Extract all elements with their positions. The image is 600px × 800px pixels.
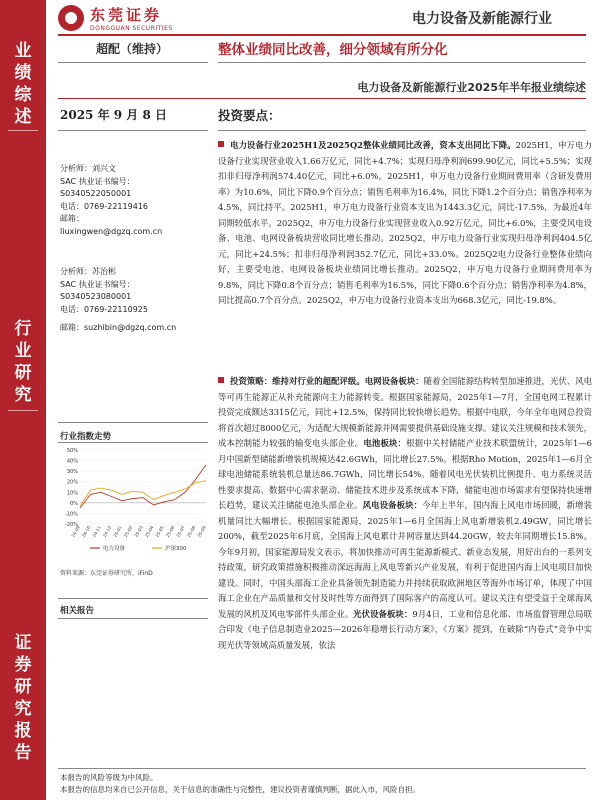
sidebar-char: 报 xyxy=(14,721,32,741)
brand-logo xyxy=(58,2,208,34)
x-tick-label: 25-01 xyxy=(112,525,123,539)
sidebar-char: 综 xyxy=(14,85,32,105)
sidebar-char: 业 xyxy=(14,341,32,361)
sidebar-char: 行 xyxy=(14,319,32,339)
sidebar-char: 究 xyxy=(14,385,32,405)
report-title: 整体业绩同比改善，细分领域有所分化 xyxy=(218,42,448,58)
series-line-2 xyxy=(80,481,206,506)
sidebar-char: 述 xyxy=(14,107,32,127)
bullet-text: 9月4日，工业和信息化部、市场监督管理总局联合印发《电子信息制造业2025—2026年稳增长行动方案》，《方案》提到，在破除“内卷式”竞争中实现光伏等领域高质量发展，依法 xyxy=(218,608,593,650)
divider xyxy=(58,130,208,131)
sidebar-char: 证 xyxy=(14,633,32,653)
footer xyxy=(60,772,420,796)
analyst-card xyxy=(60,266,210,335)
bullet-text: 根据中关村储能产业技术联盟统计，2025年1—6月中国新型储能新增装机规模达42.6GWh，同比增长27.5%。根据Rho Motion，2025年1—6月全球电池储能系统装机总量达86.7GWh，同比增长54%。随着风电光伏装机比例提升、电力系统灵活性要求提高、数据中心需求驱动、储能技术进步及系统成本下降，储能电池市场需求有望保持快速增长趋势，建议关注储能电池头部企业。 xyxy=(218,438,593,510)
divider xyxy=(218,62,586,63)
x-tick-label: 25-07 xyxy=(175,525,186,539)
analyst-name: 分析师：苏治彬 xyxy=(60,267,116,276)
analyst-phone: 电话：0769-22110925 xyxy=(60,304,148,314)
sidebar-char: 业 xyxy=(14,41,32,61)
divider xyxy=(58,768,586,769)
report-subtitle: 电力设备及新能源行业2025年半年报业绩综述 xyxy=(357,81,586,94)
analyst-cert: S0340523080001 xyxy=(60,292,132,302)
analyst-cert: S0340522050001 xyxy=(60,189,132,199)
y-tick-label: -10% xyxy=(65,511,78,518)
bullet-text: 2025H1，申万电力设备行业实现营业收入1.66万亿元，同比+4.7%；实现归母净利润699.90亿元，同比+5.5%；实现扣非归母净利润574.40亿元，同比+6.0%。2025H1，申万电力设备行业期间费用率（含研发费用率）为10.6%，同比下降0.9个百分点；销售毛利率为16.4%，同比下降1.2个百分点；销售净利率为4.5%，同比持平。2025H1，申万电力设备行业资本支出为1443.3亿元，同比-17.5%，为最近4年同期较低水平。2025Q2，申万电力设备行业实现营业收入0.92万亿元，同比+6.0%，主要受风电设备、电池、电网设备板块营收同比增长推动。2025Q2，申万电力设备行业实现归母净利润404.5亿元，同比+24.5%；扣非归母净利润352.7亿元，同比+33.0%。2025Q2电力设备行业整体业绩向好，主要受电池、电网设备板块业绩同比增长推动。2025Q2，申万电力设备行业期间费用率为9.8%，同比下降0.8个百分点；销售毛利率为16.5%，同比下降0.6个百分点；销售净利率为4.8%，同比提高0.7个百分点。2025Q2，申万电力设备行业资本支出为668.3亿元，同比-19.8%。 xyxy=(218,140,592,305)
x-tick-label: 25-04 xyxy=(143,525,155,539)
sidebar xyxy=(0,0,46,800)
x-tick-label: 25-02 xyxy=(122,525,134,539)
bullet-paragraph xyxy=(218,374,592,653)
x-tick-label: 24-09 xyxy=(70,525,81,539)
y-tick-label: 40% xyxy=(66,458,78,465)
header-rule xyxy=(58,34,586,36)
x-tick-label: 25-03 xyxy=(133,525,144,539)
sidebar-section-summary xyxy=(0,40,46,128)
analyst-name: 分析师：刘兴文 xyxy=(60,164,116,173)
analyst-phone: 电话：0769-22119416 xyxy=(60,201,148,211)
divider xyxy=(58,62,208,63)
bullet-text: 随着全国能源结构转型加速推进，光伏、风电等可再生能源正从补充能源向主力能源转变。根据国家能源局，2025年1—7月，全国电网工程累计投资完成额达3315亿元，同比+12.5%，保持同比较快增长趋势。根据中电联，今年全年电网总投资将首次超过8000亿元，为适配大规模新能源并网需要提供基础设施支撑。建议关注规模和技术领先，成本控制能力较强的输变电头部企业。 xyxy=(218,376,592,448)
bullet-lead: 光伏设备板块： xyxy=(353,608,413,619)
sidebar-char: 研 xyxy=(14,363,32,383)
x-tick-label: 25-05 xyxy=(154,525,165,539)
footer-risk: 本报告的风险等级为中风险。 xyxy=(60,773,158,782)
analyst-cert-label: SAC 执业证书编号： xyxy=(60,279,135,289)
sidebar-char: 绩 xyxy=(14,63,32,83)
y-tick-label: 0% xyxy=(70,500,78,507)
y-tick-label: 30% xyxy=(66,469,78,476)
header-industry: 电力设备及新能源行业 xyxy=(412,11,552,27)
y-tick-label: -20% xyxy=(65,522,78,528)
divider xyxy=(58,98,586,99)
bullet-lead: 电力设备行业2025H1及2025Q2整体业绩同比改善，资本支出同比下降。 xyxy=(230,140,516,150)
sidebar-divider xyxy=(8,410,38,411)
sidebar-char: 究 xyxy=(14,699,32,719)
legend-label: 沪深300 xyxy=(165,546,187,552)
chart-source: 资料来源：东莞证券研究所，iFinD xyxy=(60,570,153,577)
points-title: 投资要点： xyxy=(218,108,281,123)
analyst-email[interactable]: liuxingwen@dgzq.com.cn xyxy=(60,226,163,236)
sidebar-section-report xyxy=(0,632,46,764)
bullet-icon xyxy=(218,141,224,147)
divider xyxy=(58,422,208,423)
x-tick-label: 24-10 xyxy=(80,525,92,539)
brand-name-en: DONGGUAN SECURITIES xyxy=(90,25,173,32)
divider xyxy=(58,598,208,599)
x-tick-label: 25-09 xyxy=(196,525,207,539)
logo-icon xyxy=(58,5,84,31)
report-date: 2025 年 9 月 8 日 xyxy=(60,108,167,122)
analyst-email[interactable]: 邮箱：suzhibin@dgzq.com.cn xyxy=(60,323,177,333)
bullet-lead: 风电设备板块： xyxy=(362,500,423,510)
bullet-lead: 电池板块： xyxy=(363,438,407,448)
bullet-text: 今年上半年，国内海上风电市场回暖，新增装机量同比大幅增长。根据国家能源局，2025年1—6月全国海上风电新增装机2.49GW，同比增长200%，截至2025年6月底，全国海上风电累计并网容量达到44.20GW，较去年同期增长15.8%。今年9月初，国家能源局发文表示，将加快推动可再生能源新模式、新业态发展，用好出台的一系列支持政策，研究政策措施积极推动深远海海上风电等新兴产业发展，有利于促进国内海上风电项目加快建设。同时，中国头部海工企业具备领先制造能力并持续获取欧洲地区等海外市场订单，体现了中国海工企业在产品质量和交付及时性等方面得到了国际客户的高度认可。建议关注有望受益于全球海风发展的风机及风电零部件头部企业。 xyxy=(218,500,593,619)
legend-label: 电力设备 xyxy=(103,546,126,552)
rating: 超配（维持） xyxy=(96,42,169,56)
sidebar-char: 告 xyxy=(14,743,32,763)
sidebar-char: 研 xyxy=(14,677,32,697)
x-tick-label: 25-08 xyxy=(185,525,197,539)
divider xyxy=(58,442,208,443)
divider xyxy=(58,618,208,619)
sidebar-divider xyxy=(8,130,38,131)
y-tick-label: 20% xyxy=(66,479,78,486)
x-tick-label: 24-11 xyxy=(91,525,102,539)
x-tick-label: 25-06 xyxy=(164,525,176,539)
x-tick-label: 24-12 xyxy=(101,525,113,539)
sidebar-section-research xyxy=(0,318,46,406)
bullet-icon xyxy=(218,377,224,383)
y-tick-label: 50% xyxy=(66,448,78,454)
footer-disclaimer: 本报告的信息均来自已公开信息，关于信息的准确性与完整性，建议投资者谨慎判断，据此入市，风险自担。 xyxy=(60,785,420,794)
analyst-cert-label: SAC 执业证书编号： xyxy=(60,176,135,186)
y-tick-label: 10% xyxy=(66,490,78,497)
sidebar-char: 券 xyxy=(14,655,32,675)
bullet-lead: 投资策略：维持对行业的超配评级。电网设备板块： xyxy=(230,376,424,386)
chart-title: 行业指数走势 xyxy=(60,432,112,442)
analyst-email-label: 邮箱： xyxy=(60,214,84,224)
divider xyxy=(218,130,586,131)
analyst-card xyxy=(60,163,210,239)
brand-name: 东莞证券 xyxy=(90,6,163,24)
index-chart xyxy=(60,444,210,554)
related-reports-title: 相关报告 xyxy=(60,606,95,616)
bullet-paragraph xyxy=(218,138,592,309)
